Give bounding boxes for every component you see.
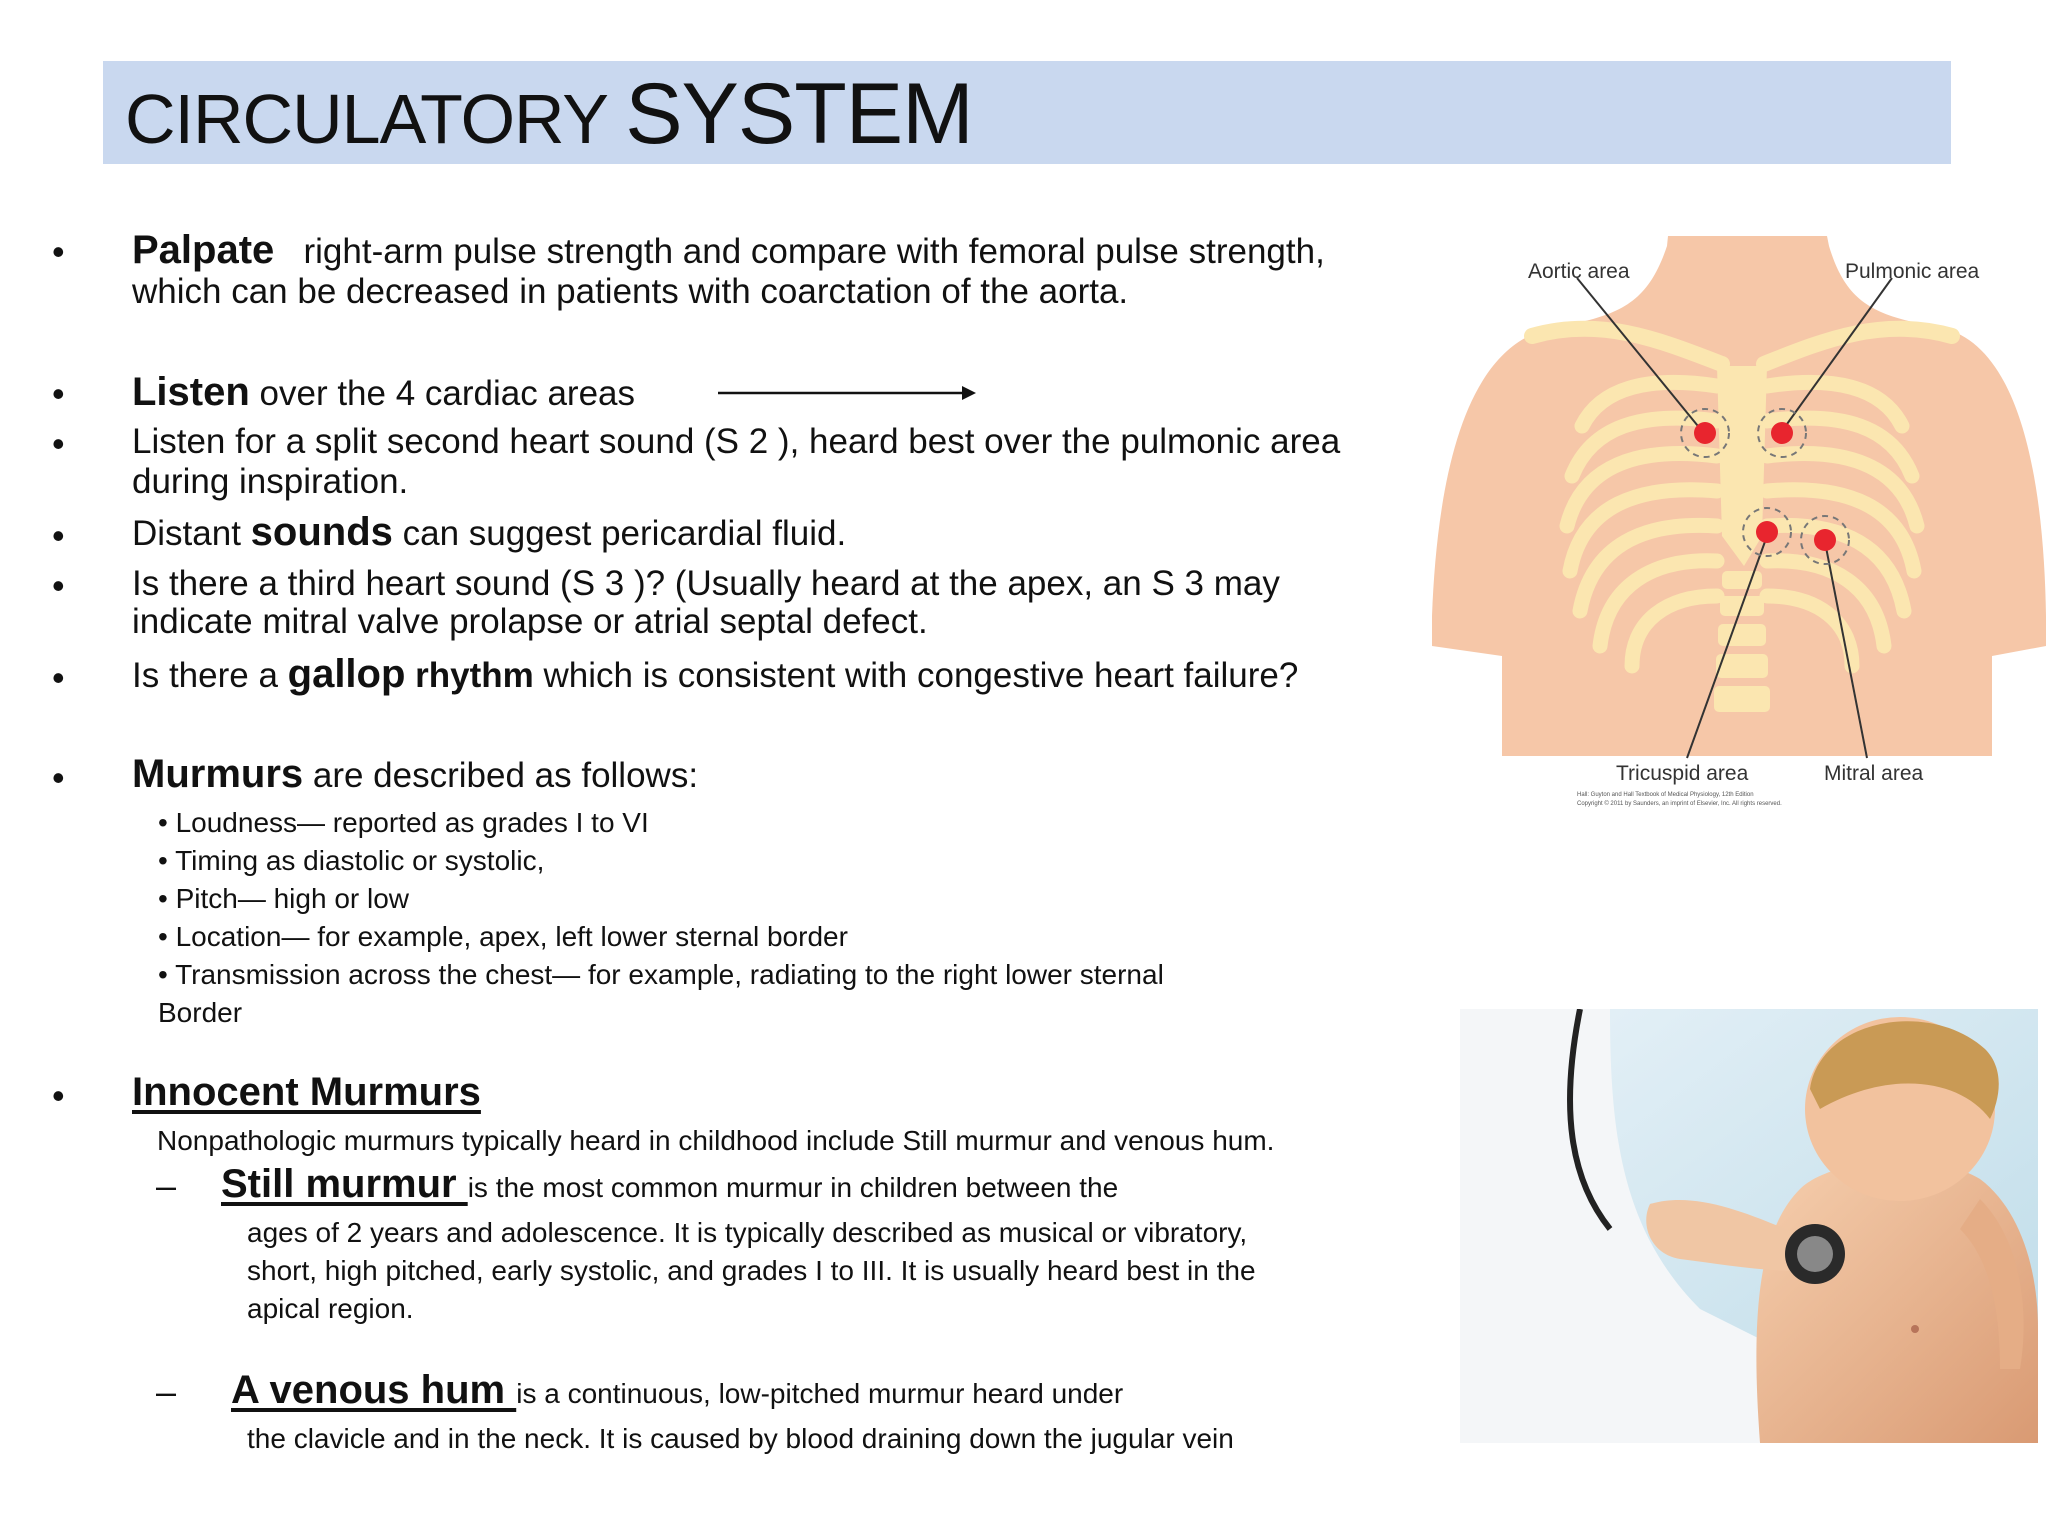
rhythm-keyword: rhythm — [405, 656, 534, 695]
listen-line — [132, 372, 635, 414]
venous-dash: – — [156, 1371, 177, 1412]
gallop-pre: Is there a — [132, 656, 288, 695]
innocent-intro: Nonpathologic murmurs typically heard in childhood include Still murmur and venous hum. — [157, 1125, 1275, 1156]
still-line-2: ages of 2 years and adolescence. It is typically described as musical or vibratory, — [247, 1217, 1248, 1248]
murmurs-text: are described as follows: — [303, 756, 699, 795]
bullet-marker: • — [52, 657, 65, 698]
venous-term: A venous hum — [231, 1368, 517, 1412]
murmurs-keyword: Murmurs — [132, 752, 304, 796]
murmur-item: • Timing as diastolic or systolic, — [158, 845, 545, 876]
murmur-item: • Loudness— reported as grades I to VI — [158, 807, 649, 838]
third-sound-line-1: Is there a third heart sound (S 3 )? (Usually heard at the apex, an S 3 may — [132, 564, 1280, 603]
listen-keyword: Listen — [132, 370, 250, 414]
title-part-2: SYSTEM — [625, 66, 973, 162]
cardiac-areas-diagram — [1432, 236, 2046, 812]
bullet-marker: • — [52, 231, 65, 272]
bullet-marker: • — [52, 373, 65, 414]
still-line-4: apical region. — [247, 1293, 414, 1324]
third-sound-line-2: indicate mitral valve prolapse or atrial septal defect. — [132, 602, 928, 641]
bullet-marker: • — [52, 1075, 65, 1116]
label-tricuspid: Tricuspid area — [1616, 762, 1749, 785]
still-line-3: short, high pitched, early systolic, and grades I to III. It is usually heard best in the — [247, 1255, 1256, 1286]
bullet-marker: • — [52, 423, 65, 464]
bullet-marker: • — [52, 515, 65, 556]
diagram-credit-2: Copyright © 2011 by Saunders, an imprint of Elsevier, Inc. All rights reserved. — [1577, 801, 1782, 807]
gallop-line — [132, 654, 1298, 696]
still-dash: – — [156, 1165, 177, 1206]
child-navel — [1911, 1325, 1919, 1333]
label-pulmonic: Pulmonic area — [1845, 260, 1980, 283]
still-term: Still murmur — [221, 1162, 468, 1206]
palpate-text-1: right-arm pulse strength and compare with femoral pulse strength, — [303, 232, 1325, 271]
distant-keyword: sounds — [250, 510, 393, 554]
title-part-1: CIRCULATORY — [125, 80, 626, 158]
arrow-right-icon — [718, 383, 978, 403]
distant-line — [132, 512, 846, 554]
venous-line-1 — [231, 1370, 1123, 1414]
label-mitral: Mitral area — [1824, 762, 1924, 785]
listen-text: over the 4 cardiac areas — [249, 374, 636, 413]
palpate-line-1 — [132, 230, 1325, 272]
murmur-item: • Location— for example, apex, left lower sternal border — [158, 921, 848, 952]
distant-post: can suggest pericardial fluid. — [392, 514, 847, 553]
child-exam-photo — [1460, 1009, 2038, 1443]
bullet-marker: • — [52, 757, 65, 798]
innocent-heading: Innocent Murmurs — [132, 1070, 481, 1114]
palpate-line-2: which can be decreased in patients with coarctation of the aorta. — [132, 272, 1129, 311]
bullet-marker: • — [52, 565, 65, 606]
gallop-post: which is consistent with congestive heart failure? — [533, 656, 1299, 695]
still-line-1 — [221, 1164, 1118, 1208]
split-sound-line-2: during inspiration. — [132, 462, 409, 501]
still-text-1: is the most common murmur in children between the — [467, 1172, 1119, 1203]
venous-line-2: the clavicle and in the neck. It is caused by blood draining down the jugular vein — [247, 1423, 1234, 1454]
murmur-item: • Pitch— high or low — [158, 883, 410, 914]
palpate-keyword: Palpate — [132, 228, 275, 272]
gallop-keyword: gallop — [287, 652, 406, 696]
murmur-item: • Transmission across the chest— for example, radiating to the right lower sternal — [158, 959, 1164, 990]
split-sound-line-1: Listen for a split second heart sound (S 2 ), heard best over the pulmonic area — [132, 422, 1341, 461]
venous-text-1: is a continuous, low-pitched murmur heard under — [516, 1378, 1124, 1409]
label-aortic: Aortic area — [1528, 260, 1630, 283]
murmurs-line — [132, 754, 698, 796]
innocent-heading-line — [132, 1072, 481, 1114]
distant-pre: Distant — [132, 514, 251, 553]
murmur-item: Border — [158, 997, 243, 1028]
diagram-credit-1: Hall: Guyton and Hall Textbook of Medical Physiology, 12th Edition — [1577, 792, 1754, 798]
